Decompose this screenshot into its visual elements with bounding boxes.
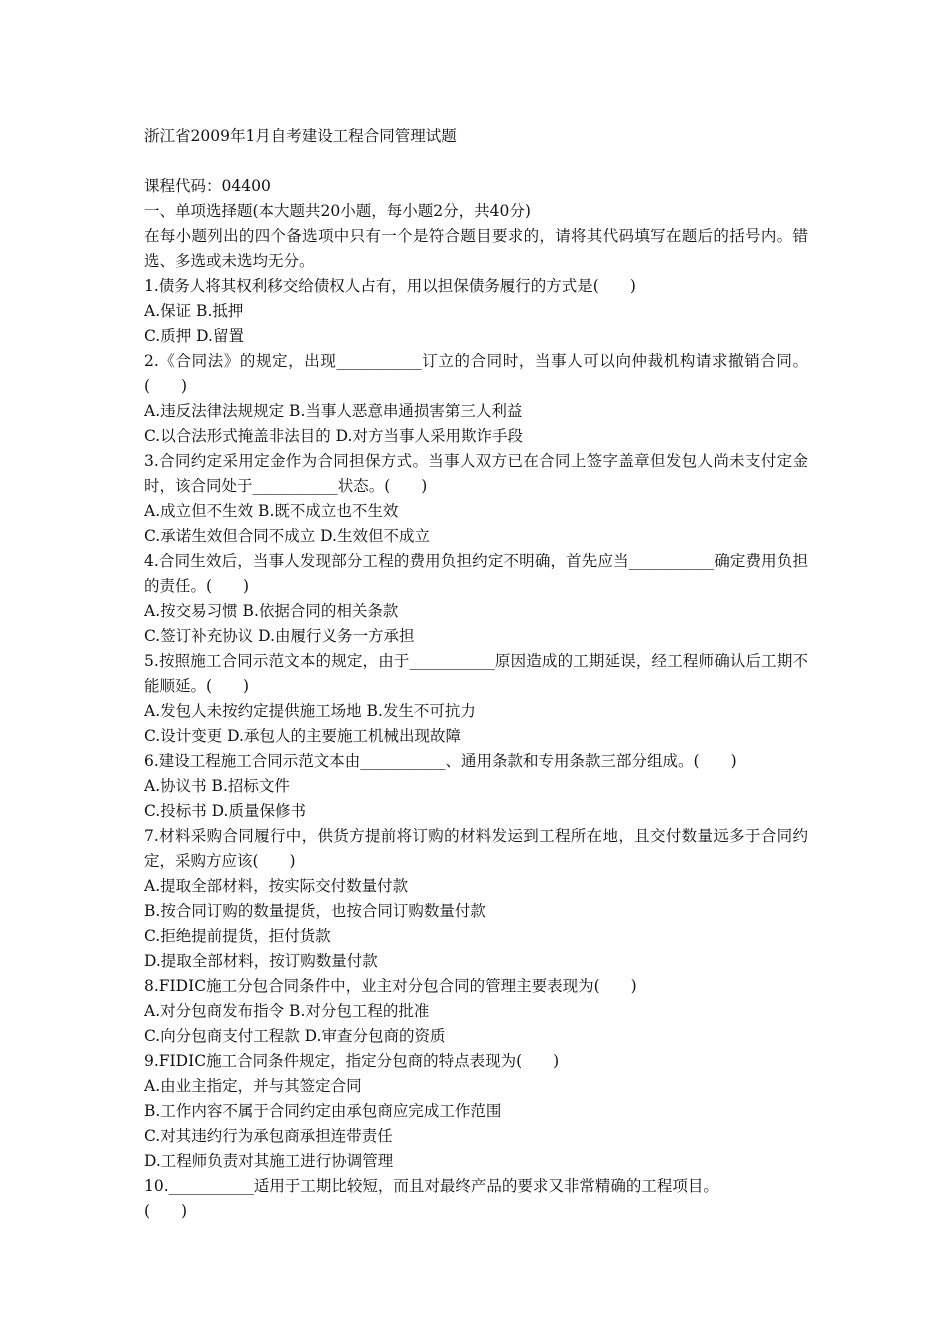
question-option: B.工作内容不属于合同约定由承包商应完成工作范围	[144, 1102, 502, 1120]
question-stem: 6.建设工程施工合同示范文本由___________、通用条款和专用条款三部分组成。( )	[144, 752, 737, 770]
question-option: C.拒绝提前提货，拒付货款	[144, 927, 331, 945]
question-stem: 7.材料采购合同履行中，供货方提前将订购的材料发运到工程所在地，且交付数量远多于合同约定，采购方应该( )	[144, 827, 808, 870]
question-option: C.设计变更 D.承包人的主要施工机械出现故障	[144, 727, 461, 745]
question-option: C.对其违约行为承包商承担连带责任	[144, 1127, 393, 1145]
question-option: A.提取全部材料，按实际交付数量付款	[144, 877, 409, 895]
question-option: A.按交易习惯 B.依据合同的相关条款	[144, 602, 399, 620]
question-option: A.保证 B.抵押	[144, 302, 244, 320]
question-option: A.协议书 B.招标文件	[144, 777, 290, 795]
question-option: C.以合法形式掩盖非法目的 D.对方当事人采用欺诈手段	[144, 427, 523, 445]
question-stem: 8.FIDIC施工分包合同条件中，业主对分包合同的管理主要表现为( )	[144, 977, 637, 995]
question-stem: 9.FIDIC施工合同条件规定，指定分包商的特点表现为( )	[144, 1052, 560, 1070]
question-option: D.提取全部材料，按订购数量付款	[144, 952, 378, 970]
question-option: A.发包人未按约定提供施工场地 B.发生不可抗力	[144, 702, 476, 720]
question-option: B.按合同订购的数量提货，也按合同订购数量付款	[144, 902, 486, 920]
question-option: C.签订补充协议 D.由履行义务一方承担	[144, 627, 415, 645]
instructions: 在每小题列出的四个备选项中只有一个是符合题目要求的，请将其代码填写在题后的括号内。错选、多选或未选均无分。	[144, 227, 808, 270]
question-option: ( )	[144, 1202, 188, 1220]
question-stem: 5.按照施工合同示范文本的规定，由于___________原因造成的工期延误，经工程师确认后工期不能顺延。( )	[144, 652, 808, 695]
question-option: A.由业主指定，并与其签定合同	[144, 1077, 362, 1095]
question-option: D.工程师负责对其施工进行协调管理	[144, 1152, 394, 1170]
question-option: A.对分包商发布指令 B.对分包工程的批准	[144, 1002, 430, 1020]
question-option: C.向分包商支付工程款 D.审查分包商的资质	[144, 1027, 446, 1045]
question-option: C.承诺生效但合同不成立 D.生效但不成立	[144, 527, 430, 545]
question-stem: 1.债务人将其权利移交给债权人占有，用以担保债务履行的方式是( )	[144, 277, 636, 295]
question-option: C.质押 D.留置	[144, 327, 244, 345]
question-stem: 3.合同约定采用定金作为合同担保方式。当事人双方已在合同上签字盖章但发包人尚未支付定金时，该合同处于___________状态。( )	[144, 452, 808, 495]
section-heading: 一、单项选择题(本大题共20小题，每小题2分，共40分)	[144, 202, 531, 220]
course-code: 课程代码：04400	[144, 177, 271, 195]
question-option: C.投标书 D.质量保修书	[144, 802, 306, 820]
question-stem: 10.___________适用于工期比较短，而且对最终产品的要求又非常精确的工程项目。	[144, 1177, 719, 1195]
document-title: 浙江省2009年1月自考建设工程合同管理试题	[144, 127, 457, 145]
question-option: A.违反法律法规规定 B.当事人恶意串通损害第三人利益	[144, 402, 523, 420]
question-stem: 4.合同生效后，当事人发现部分工程的费用负担约定不明确，首先应当___________确定费用负担的责任。( )	[144, 552, 808, 595]
document-page	[144, 124, 808, 1224]
question-stem: 2.《合同法》的规定，出现___________订立的合同时，当事人可以向仲裁机构请求撤销合同。( )	[144, 352, 808, 395]
question-option: A.成立但不生效 B.既不成立也不生效	[144, 502, 399, 520]
